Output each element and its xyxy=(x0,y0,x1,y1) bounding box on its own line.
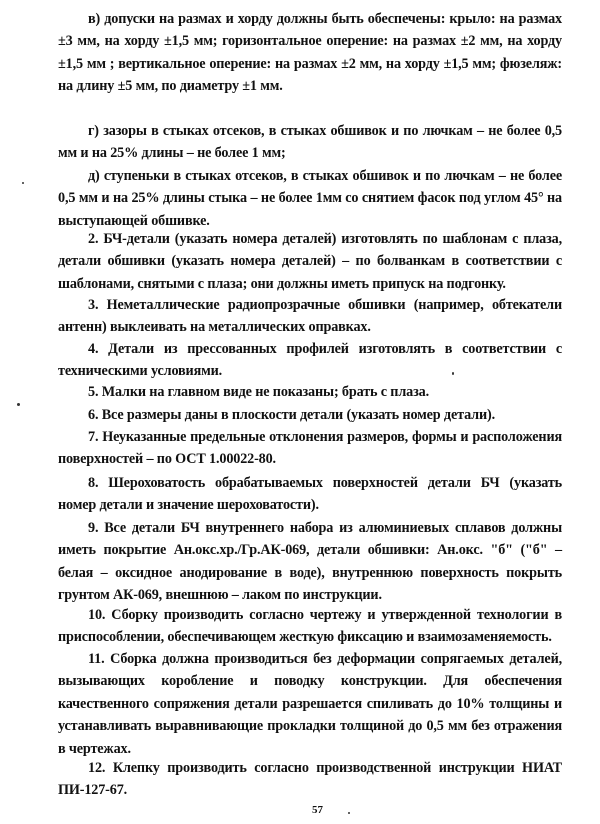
scan-speck xyxy=(22,182,24,184)
paragraph-item-10: 10. Сборку производить согласно чертежу и утвержденной технологии в приспособлении, обеспечивающем жесткую фиксацию и взаимозаменяемость. xyxy=(58,607,562,646)
paragraph-item-3: 3. Неметаллические радиопрозрачные обшивки (например, обтекатели антенн) выклеивать на металлических оправках. xyxy=(58,297,562,336)
paragraph-item-11: 11. Сборка должна производиться без деформации сопрягаемых деталей, вызывающих коробление и поводку конструкции. Для обеспечения качественного сопряжения детали разрешается спиливать до 10% толщины и устанавливать выравнивающие прокладки толщиной до 0,5 мм без отражения в чертежах. xyxy=(58,651,562,757)
paragraph-item-g: г) зазоры в стыках отсеков, в стыках обшивок и по лючкам – не более 0,5 мм и на 25% длины – не более 1 мм; xyxy=(58,123,562,162)
paragraph-item-d: д) ступеньки в стыках отсеков, в стыках обшивок и по лючкам – не более 0,5 мм и на 25% длины стыка – не более 1мм со снятием фасок под углом 45° на выступающей обшивке. xyxy=(58,168,562,229)
paragraph-item-2: 2. БЧ-детали (указать номера деталей) изготовлять по шаблонам с плаза, детали обшивки (указать номера деталей) – по болванкам в соответствии с шаблонами, снятыми с плаза; они должны иметь припуск на подгонку. xyxy=(58,231,562,292)
page-number: 57 xyxy=(312,804,323,816)
paragraph-item-7: 7. Неуказанные предельные отклонения размеров, формы и расположения поверхностей – по ОСТ 1.00022-80. xyxy=(58,429,562,468)
paragraph-item-6: 6. Все размеры даны в плоскости детали (указать номер детали). xyxy=(88,407,495,423)
scan-speck xyxy=(17,403,20,406)
paragraph-item-4: 4. Детали из прессованных профилей изготовлять в соответствии с техническими условиями. xyxy=(58,341,562,380)
paragraph-item-5: 5. Малки на главном виде не показаны; брать с плаза. xyxy=(88,384,429,400)
paragraph-item-9: 9. Все детали БЧ внутреннего набора из алюминиевых сплавов должны иметь покрытие Ан.окс.хр./Гр.АК-069, детали обшивки: Ан.окс. "б" ("б" – белая – оксидное анодирование в воде), внутреннюю поверхность покрыть грунтом АК-069, внешнюю – лаком по инструкции. xyxy=(58,520,562,604)
scan-speck xyxy=(348,812,350,814)
scan-speck xyxy=(452,372,454,375)
paragraph-item-12: 12. Клепку производить согласно производственной инструкции НИАТ ПИ-127-67. xyxy=(58,760,562,799)
paragraph-item-v: в) допуски на размах и хорду должны быть обеспечены: крыло: на размах ±3 мм, на хорду ±1,5 мм; горизонтальное оперение: на размах ±2 мм, на хорду ±1,5 мм ; вертикальное оперение: на размах ±2 мм, на хорду ±1,5 мм; фюзеляж: на длину ±5 мм, по диаметру ±1 мм. xyxy=(58,11,562,95)
paragraph-item-8: 8. Шероховатость обрабатываемых поверхностей детали БЧ (указать номер детали и значение шероховатости). xyxy=(58,475,562,514)
